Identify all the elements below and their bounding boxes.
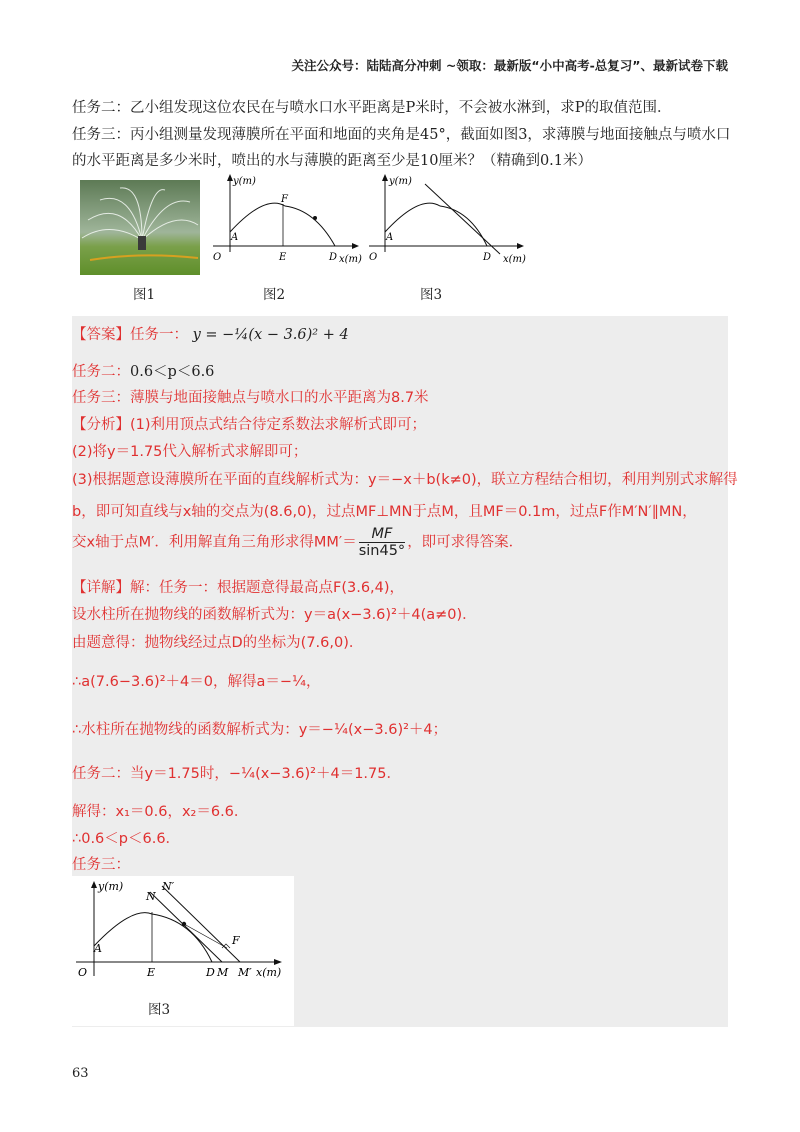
page-number: 63 xyxy=(72,1066,89,1081)
task3-question-line2: 的水平距离是多少米时，喷出的水与薄膜的距离至少是10厘米？（精确到0.1米） xyxy=(72,153,593,169)
fig2-x-label: x(m) xyxy=(339,254,362,265)
figure-1-caption: 图1 xyxy=(133,287,156,303)
figure-2-diagram xyxy=(205,170,365,279)
page-header: 关注公众号：陆陆高分冲刺 ~领取：最新版“小中高考-总复习”、最新试卷下载 xyxy=(291,58,728,73)
analysis-fraction-den: sin45° xyxy=(358,543,406,559)
analysis-line2: (2)将y＝1.75代入解析式求解即可； xyxy=(72,444,308,460)
fig2-label-e: E xyxy=(279,252,287,263)
sol-fig-label-m: M xyxy=(217,966,229,979)
fig3-x-label: x(m) xyxy=(503,254,526,265)
detail-line8: ∴0.6＜p＜6.6． xyxy=(72,831,181,847)
sol-fig-y-label: y(m) xyxy=(98,880,124,893)
detail-line5: ∴水柱所在抛物线的函数解析式为：y＝−¼(x−3.6)²＋4； xyxy=(72,722,448,738)
analysis-line1: 【分析】(1)利用顶点式结合待定系数法求解析式即可； xyxy=(72,417,427,433)
fig2-label-a: A xyxy=(231,232,239,243)
detail-line2: 设水柱所在抛物线的函数解析式为：y＝a(x−3.6)²＋4(a≠0)． xyxy=(72,607,477,623)
answer-task1-formula: y = −¼(x − 3.6)² + 4 xyxy=(192,327,349,343)
detail-line1: 【详解】解：任务一：根据题意得最高点F(3.6,4)， xyxy=(72,580,405,596)
figure-1-sprinkler-photo xyxy=(80,180,200,279)
fig2-y-label: y(m) xyxy=(233,176,256,187)
sol-fig-label-n: N xyxy=(146,890,156,903)
task3-question-line1: 任务三：丙小组测量发现薄膜所在平面和地面的夹角是45°，截面如图3，求薄膜与地面接触点与喷水口 xyxy=(72,127,731,143)
figure-2-caption: 图2 xyxy=(263,287,286,303)
sol-fig-label-o: O xyxy=(78,966,88,979)
sol-fig-label-n-prime: N′ xyxy=(162,880,175,893)
analysis-fraction xyxy=(359,526,405,559)
analysis-line4: b，即可知直线与x轴的交点为(8.6,0)，过点MF⊥MN于点M，且MF＝0.1m，过点F作M′N′∥MN， xyxy=(72,504,697,520)
sol-fig-label-m-prime: M′ xyxy=(238,966,252,979)
analysis-fraction-num: MF xyxy=(359,526,405,543)
detail-line4: ∴a(7.6−3.6)²＋4＝0，解得a＝−¼， xyxy=(72,674,321,690)
answer-task1 xyxy=(72,323,349,344)
fig3-y-label: y(m) xyxy=(389,176,412,187)
answer-task2 xyxy=(72,360,214,381)
answer-task1-prefix: 任务一： xyxy=(130,327,188,343)
answer-task3: 任务三：薄膜与地面接触点与喷水口的水平距离为8.7米 xyxy=(72,390,429,406)
answer-tag: 【答案】 xyxy=(72,327,130,343)
figure-3-diagram xyxy=(365,170,535,279)
analysis-line5-start: 交x轴于点M′．利用解直角三角形求得MM′＝ xyxy=(72,534,357,551)
sol-fig-label-e: E xyxy=(147,966,156,979)
solution-figure-caption: 图3 xyxy=(148,1002,171,1018)
figure-3-caption: 图3 xyxy=(420,287,443,303)
fig3-label-o: O xyxy=(369,252,378,263)
detail-line3: 由题意得：抛物线经过点D的坐标为(7.6,0)． xyxy=(72,635,364,651)
fig3-label-d: D xyxy=(483,252,492,263)
fig2-label-f: F xyxy=(281,194,288,205)
task2-question: 任务二：乙小组发现这位农民在与喷水口水平距离是P米时，不会被水淋到，求P的取值范围． xyxy=(72,100,672,116)
analysis-line5-end: ，即可求得答案． xyxy=(407,534,524,551)
solution-figure-3 xyxy=(72,876,294,1026)
answer-task2-prefix: 任务二： xyxy=(72,364,130,380)
sol-fig-x-label: x(m) xyxy=(256,966,282,979)
fig2-label-o: O xyxy=(213,252,222,263)
detail-line6: 任务二：当y＝1.75时，−¼(x−3.6)²＋4＝1.75． xyxy=(72,766,401,782)
answer-task2-formula: 0.6＜p＜6.6 xyxy=(130,364,215,380)
sol-fig-label-a: A xyxy=(94,942,102,955)
sol-fig-label-f: F xyxy=(232,934,240,947)
fig3-label-a: A xyxy=(386,232,394,243)
detail-line9: 任务三： xyxy=(72,857,130,873)
detail-line7: 解得：x₁＝0.6，x₂＝6.6． xyxy=(72,804,249,820)
analysis-line5 xyxy=(72,526,523,559)
sol-fig-label-d: D xyxy=(206,966,215,979)
fig2-label-d: D xyxy=(329,252,338,263)
analysis-line3: (3)根据题意设薄膜所在平面的直线解析式为：y＝−x＋b(k≠0)，联立方程结合相切，利用判别式求解得 xyxy=(72,472,738,488)
